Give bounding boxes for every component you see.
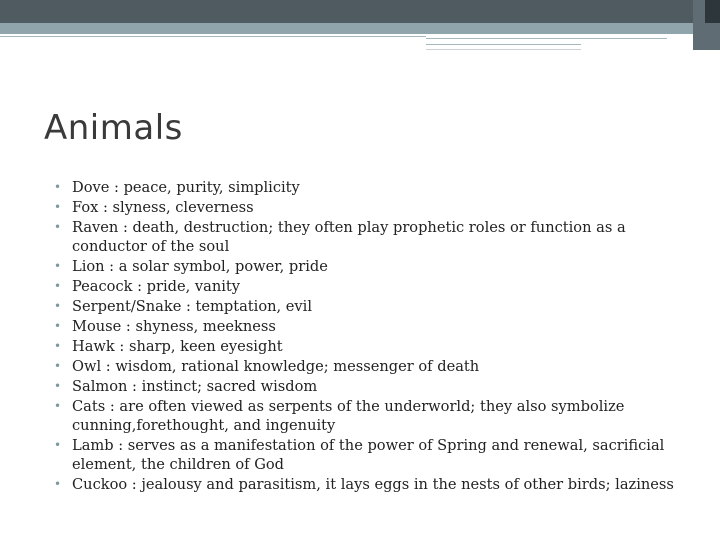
- list-item: [54, 377, 674, 396]
- list-item: [54, 297, 674, 316]
- list-item: [54, 337, 674, 356]
- list-item-text: Serpent/Snake : temptation, evil: [72, 298, 312, 315]
- list-item-text: Lion : a solar symbol, power, pride: [72, 258, 328, 275]
- header-rule: [426, 38, 667, 39]
- header-band-accent: [0, 23, 720, 34]
- bullet-icon: •: [54, 220, 62, 234]
- list-item-text: Owl : wisdom, rational knowledge; messenger of death: [72, 358, 480, 375]
- list-item-text: Hawk : sharp, keen eyesight: [72, 338, 283, 355]
- list-item: [54, 198, 674, 217]
- bullet-icon: •: [54, 319, 62, 333]
- bullet-icon: •: [54, 399, 62, 413]
- header-rule: [426, 49, 581, 50]
- bullet-icon: •: [54, 299, 62, 313]
- list-item-text: Peacock : pride, vanity: [72, 278, 241, 295]
- list-item-text: Raven : death, destruction; they often play prophetic roles or function as a conductor of the soul: [72, 219, 626, 255]
- bullet-icon: •: [54, 279, 62, 293]
- bullet-icon: •: [54, 359, 62, 373]
- bullet-list: [54, 178, 674, 495]
- bullet-icon: •: [54, 339, 62, 353]
- list-item-text: Mouse : shyness, meekness: [72, 318, 276, 335]
- header-band-dark: [0, 0, 720, 23]
- list-item-text: Fox : slyness, cleverness: [72, 199, 254, 216]
- bullet-icon: •: [54, 379, 62, 393]
- list-item: [54, 436, 674, 474]
- list-item-text: Lamb : serves as a manifestation of the power of Spring and renewal, sacrificial element, the children of God: [72, 437, 665, 473]
- list-item: [54, 397, 674, 435]
- list-item-text: Cuckoo : jealousy and parasitism, it lays eggs in the nests of other birds; laziness: [72, 476, 674, 493]
- bullet-icon: •: [54, 438, 62, 452]
- bullet-icon: •: [54, 259, 62, 273]
- header-rule: [426, 44, 581, 45]
- list-item: [54, 317, 674, 336]
- list-item: [54, 218, 674, 256]
- header-rule: [0, 36, 426, 37]
- list-item: [54, 178, 674, 197]
- list-item-text: Cats : are often viewed as serpents of the underworld; they also symbolize cunning,forethought, and ingenuity: [72, 398, 625, 434]
- list-item: [54, 357, 674, 376]
- list-item: [54, 277, 674, 296]
- list-item: [54, 475, 674, 494]
- bullet-icon: •: [54, 180, 62, 194]
- bullet-icon: •: [54, 200, 62, 214]
- slide-title: Animals: [44, 108, 183, 148]
- list-item-text: Dove : peace, purity, simplicity: [72, 179, 300, 196]
- list-item-text: Salmon : instinct; sacred wisdom: [72, 378, 318, 395]
- header-corner-block-dark: [705, 0, 720, 23]
- bullet-icon: •: [54, 477, 62, 491]
- list-item: [54, 257, 674, 276]
